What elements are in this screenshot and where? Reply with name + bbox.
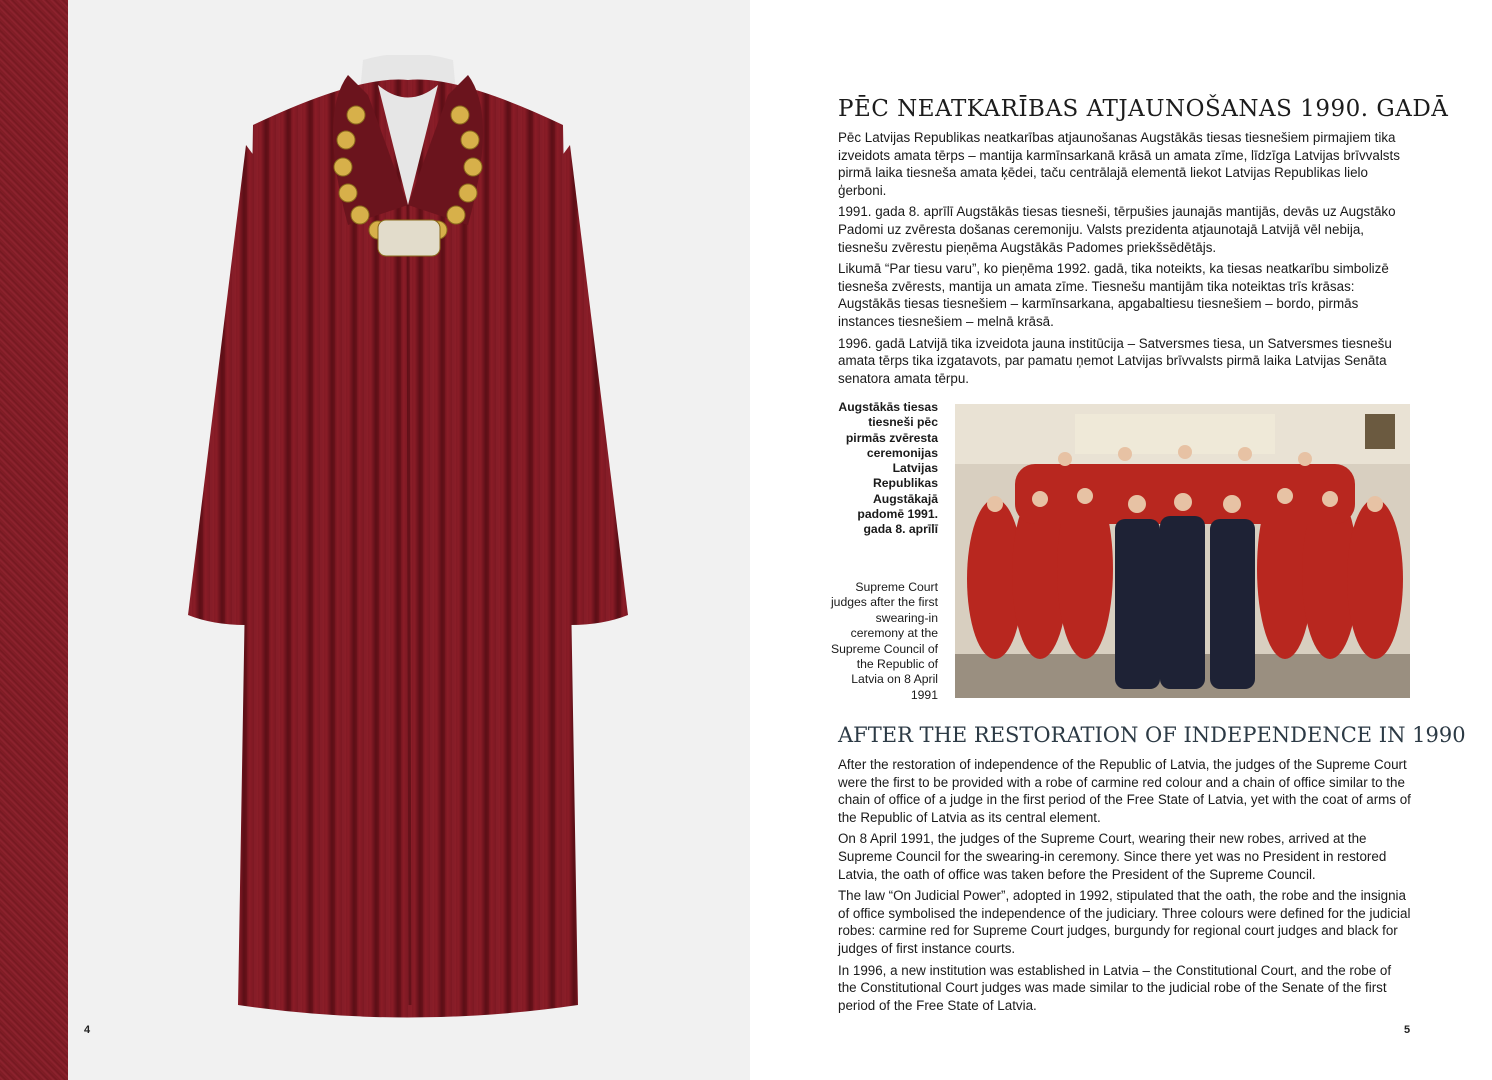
english-text: [838, 756, 1413, 1018]
page-number-right: 5: [1404, 1024, 1411, 1036]
paragraph-en-3: The law “On Judicial Power”, adopted in 1992, stipulated that the oath, the robe and the insignia of office symbolised the independence of the judiciary. Three colours were defined for the judicial robes: carmine red for Supreme Court judges, burgundy for regional court judges and black for judges of first instance courts.: [838, 888, 1411, 956]
latvian-text: [838, 129, 1413, 391]
photo-caption-latvian: Augstākās tiesas tiesneši pēc pirmās zvēresta ceremonijas Latvijas Republikas Augstākajā padomē 1991. gada 8. aprīlī: [838, 400, 938, 537]
heading-latvian: PĒC NEATKARĪBAS ATJAUNOŠANAS 1990. GADĀ: [838, 96, 1449, 122]
heading-english: AFTER THE RESTORATION OF INDEPENDENCE IN 1990: [838, 723, 1466, 747]
left-page: [68, 0, 750, 1080]
paragraph-en-1: After the restoration of independence of the Republic of Latvia, the judges of the Supreme Court were the first to be provided with a robe of carmine red colour and a chain of office similar to the chain of office of a judge in the first period of the Free State of Latvia, yet with the coat of arms of the Republic of Latvia as its central element.: [838, 757, 1411, 825]
fabric-strip: [0, 0, 68, 1080]
right-page: [750, 0, 1492, 1080]
paragraph-lv-2: 1991. gada 8. aprīlī Augstākās tiesas tiesneši, tērpušies jaunajās mantijās, devās uz Augstāko Padomi uz zvēresta došanas ceremoniju. Valsts prezidenta atjaunotajā Latvijā vēl nebija, tiesnešu zvērestu pieņēma Augstākās Padomes priekšsēdētājs.: [838, 204, 1396, 255]
paragraph-en-4: In 1996, a new institution was established in Latvia – the Constitutional Court, and the robe of the Constitutional Court judges was made similar to the judicial robe of the Senate of the first period of the Free State of Latvia.: [838, 962, 1392, 1013]
photo-caption-english: Supreme Court judges after the first swearing-in ceremony at the Supreme Council of the Republic of Latvia on 8 April 1991: [830, 580, 938, 702]
paragraph-lv-3: Likumā “Par tiesu varu”, ko pieņēma 1992. gadā, tika noteikts, ka tiesas neatkarību simbolizē tiesneša zvērests, mantija un amata zīme. Tiesnešu mantijām tika noteiktas trīs krāsas: Augstākās tiesas tiesnešiem – karmīnsarkana, apgabaltiesu tiesnešiem – bordo, pirmās instances tiesnešiem – melnā krāsā.: [838, 261, 1389, 329]
paragraph-lv-4: 1996. gadā Latvijā tika izveidota jauna institūcija – Satversmes tiesa, un Satversmes tiesnešu amata tērps tika izgatavots, par pamatu ņemot Latvijas brīvvalsts pirmā laika Latvijas Senāta senatora amata tērpu.: [838, 335, 1392, 386]
paragraph-lv-1: Pēc Latvijas Republikas neatkarības atjaunošanas Augstākās tiesas tiesnešiem pirmajiem tika izveidots amata tērps – mantija karmīnsarkanā krāsā un amata zīme, līdzīga Latvijas brīvvalsts pirmā laika tiesneša amata ķēdei, taču centrālajā elementā liekot Latvijas Republikas lielo ģerboni.: [838, 130, 1400, 198]
judicial-robe-image: [178, 55, 638, 1025]
paragraph-en-2: On 8 April 1991, the judges of the Supreme Court, wearing their new robes, arrived at the Supreme Council for the swearing-in ceremony. Since there yet was no President in restored Latvia, the oath of office was taken before the President of the Supreme Council.: [838, 831, 1387, 882]
page-number-left: 4: [84, 1024, 91, 1036]
group-photo: [955, 404, 1410, 698]
